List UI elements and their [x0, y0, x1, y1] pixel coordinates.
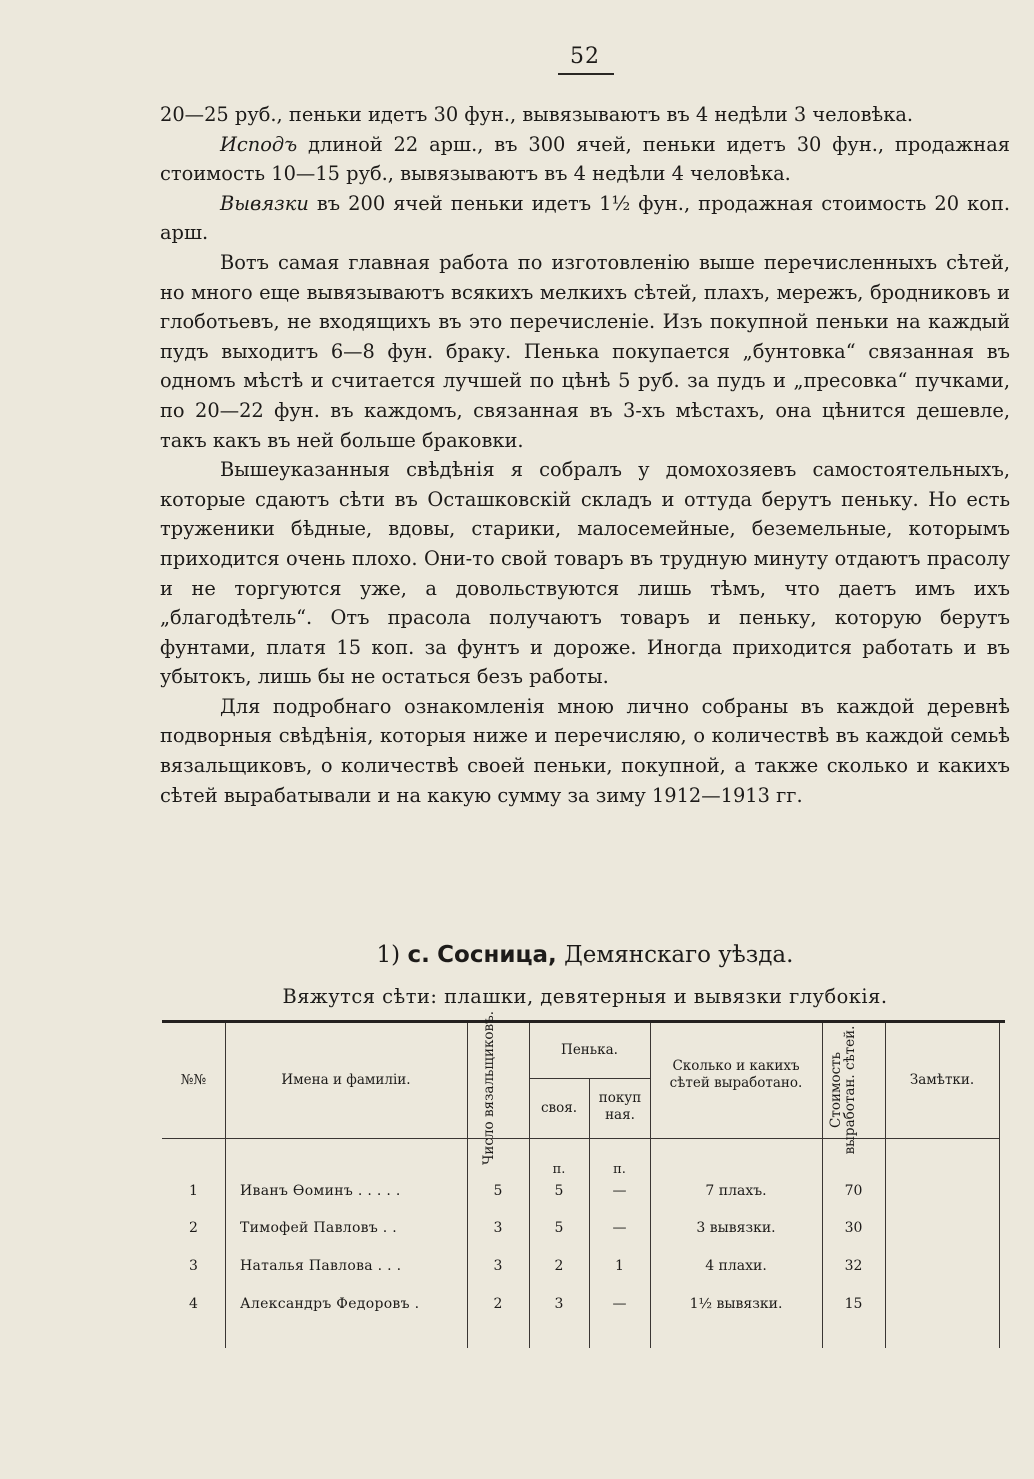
- hemp-subheader-rule: [529, 1078, 650, 1079]
- row-2-num: 2: [189, 1220, 198, 1236]
- row-1-nets: 7 плахъ.: [705, 1183, 767, 1199]
- row-4-num: 4: [189, 1296, 198, 1312]
- row-1-knitters: 5: [493, 1183, 503, 1199]
- row-4-hemp-bought: —: [612, 1296, 627, 1312]
- row-1-value: 70: [844, 1183, 863, 1199]
- body-text: [160, 100, 1010, 810]
- section-title: [160, 942, 1010, 968]
- section-district: Демянскаго уѣзда.: [564, 942, 794, 968]
- data-table: [162, 1010, 1005, 1350]
- row-3-hemp-bought: 1: [615, 1258, 624, 1274]
- header-names: Имена и фамиліи.: [281, 1072, 411, 1088]
- section-subtitle: Вяжутся сѣти: плашки, девятерныя и вывязки глубокія.: [282, 985, 888, 1008]
- row-1-hemp-own: 5: [554, 1183, 564, 1199]
- paragraph-6: Для подробнаго ознакомленія мною лично собраны въ каждой деревнѣ подворныя свѣдѣнія, которыя ниже и перечисляю, о количествѣ въ каждой семьѣ вязальщиковъ, о количествѣ своей пеньки, покупной, а также сколько и какихъ сѣтей вырабатывали и на какую сумму за зиму 1912—1913 гг.: [160, 694, 1010, 807]
- row-2-hemp-own: 5: [554, 1220, 564, 1236]
- paragraph-5: Вышеуказанныя свѣдѣнія я собралъ у домохозяевъ самостоятельныхъ, которые сдаютъ сѣти въ Осташковскій складъ и оттуда берутъ пеньку. Но есть труженики бѣдные, вдовы, старики, малосемейные, беземельные, которымъ приходится очень плохо. Они-то свой товаръ въ трудную минуту отдаютъ прасолу и не торгуются уже, а довольствуются лишь тѣмъ, что даетъ имъ ихъ „благодѣтель“. Отъ прасола получаютъ товаръ и пеньку, которую берутъ фунтами, платя 15 коп. за фунтъ и дороже. Иногда приходится работать и въ убытокъ, лишь бы не остаться безъ работы.: [160, 458, 1010, 689]
- header-num: №№: [180, 1072, 207, 1088]
- section-number: 1): [376, 942, 401, 968]
- header-value: Стоимость выработан. сѣтей.: [828, 1025, 858, 1155]
- header-notes: Замѣтки.: [909, 1072, 975, 1088]
- section-place: Сосница,: [437, 942, 557, 968]
- paragraph-1: 20—25 руб., пеньки идетъ 30 фун., вывязываютъ въ 4 недѣли 3 человѣка.: [160, 103, 914, 126]
- header-hemp: Пенька.: [561, 1042, 618, 1058]
- header-knitters: Число вязальщиковъ.: [481, 1010, 497, 1166]
- row-4-knitters: 2: [493, 1296, 503, 1312]
- row-4-hemp-own: 3: [554, 1296, 564, 1312]
- page-number-underline: [558, 73, 614, 75]
- header-hemp-own: своя.: [540, 1100, 578, 1116]
- row-2-value: 30: [844, 1220, 863, 1236]
- row-3-knitters: 3: [493, 1258, 503, 1274]
- row-2-name: Тимофей Павловъ . .: [240, 1220, 398, 1236]
- header-nets: Сколько и какихъ сѣтей выработано.: [669, 1058, 803, 1091]
- row-3-name: Наталья Павлова . . .: [240, 1258, 402, 1274]
- paragraph-2: Исподъ длиной 22 арш., въ 300 ячей, пеньки идетъ 30 фун., продажная стоимость 10—15 руб., вывязываютъ въ 4 недѣли 4 человѣка.: [160, 132, 1010, 186]
- row-4-value: 15: [844, 1296, 863, 1312]
- row-1-name: Иванъ Ѳоминъ . . . . .: [240, 1183, 401, 1199]
- row-3-num: 3: [189, 1258, 198, 1274]
- row-3-nets: 4 плахи.: [705, 1258, 767, 1274]
- row-4-nets: 1½ вывязки.: [689, 1296, 783, 1312]
- row-3-hemp-own: 2: [554, 1258, 564, 1274]
- row-2-hemp-bought: —: [612, 1220, 627, 1236]
- row-1-hemp-bought: —: [612, 1183, 627, 1199]
- row-4-name: Александръ Федоровъ .: [240, 1296, 420, 1312]
- row-3-value: 32: [844, 1258, 863, 1274]
- row-1-num: 1: [189, 1183, 198, 1199]
- paragraph-3: Вывязки въ 200 ячей пеньки идетъ 1½ фун., продажная стоимость 20 коп. арш.: [160, 191, 1010, 245]
- unit-bought: п.: [613, 1162, 626, 1177]
- page-number: 52: [570, 44, 600, 69]
- paragraph-lead: Исподъ: [220, 132, 298, 156]
- row-2-knitters: 3: [493, 1220, 503, 1236]
- header-hemp-bought: покупная.: [598, 1090, 642, 1123]
- section-prefix: с.: [407, 942, 430, 968]
- paragraph-4: Вотъ самая главная работа по изготовленію выше перечисленныхъ сѣтей, но много еще вывязываютъ всякихъ мелкихъ сѣтей, плахъ, мережъ, бродниковъ и глоботьевъ, не входящихъ въ это перечисленіе. Изъ покупной пеньки на каждый пудъ выходитъ 6—8 фун. браку. Пенька покупается „бунтовка“ связанная въ одномъ мѣстѣ и считается лучшей по цѣнѣ 5 руб. за пудъ и „пресовка“ пучками, по 20—22 фун. въ каждомъ, связанная въ 3-хъ мѣстахъ, она цѣнится дешевле, такъ какъ въ ней больше браковки.: [160, 250, 1010, 452]
- unit-own: п.: [552, 1162, 566, 1177]
- paragraph-lead: Вывязки: [220, 191, 309, 215]
- row-2-nets: 3 вывязки.: [696, 1220, 776, 1236]
- column-divider: [999, 1023, 1000, 1348]
